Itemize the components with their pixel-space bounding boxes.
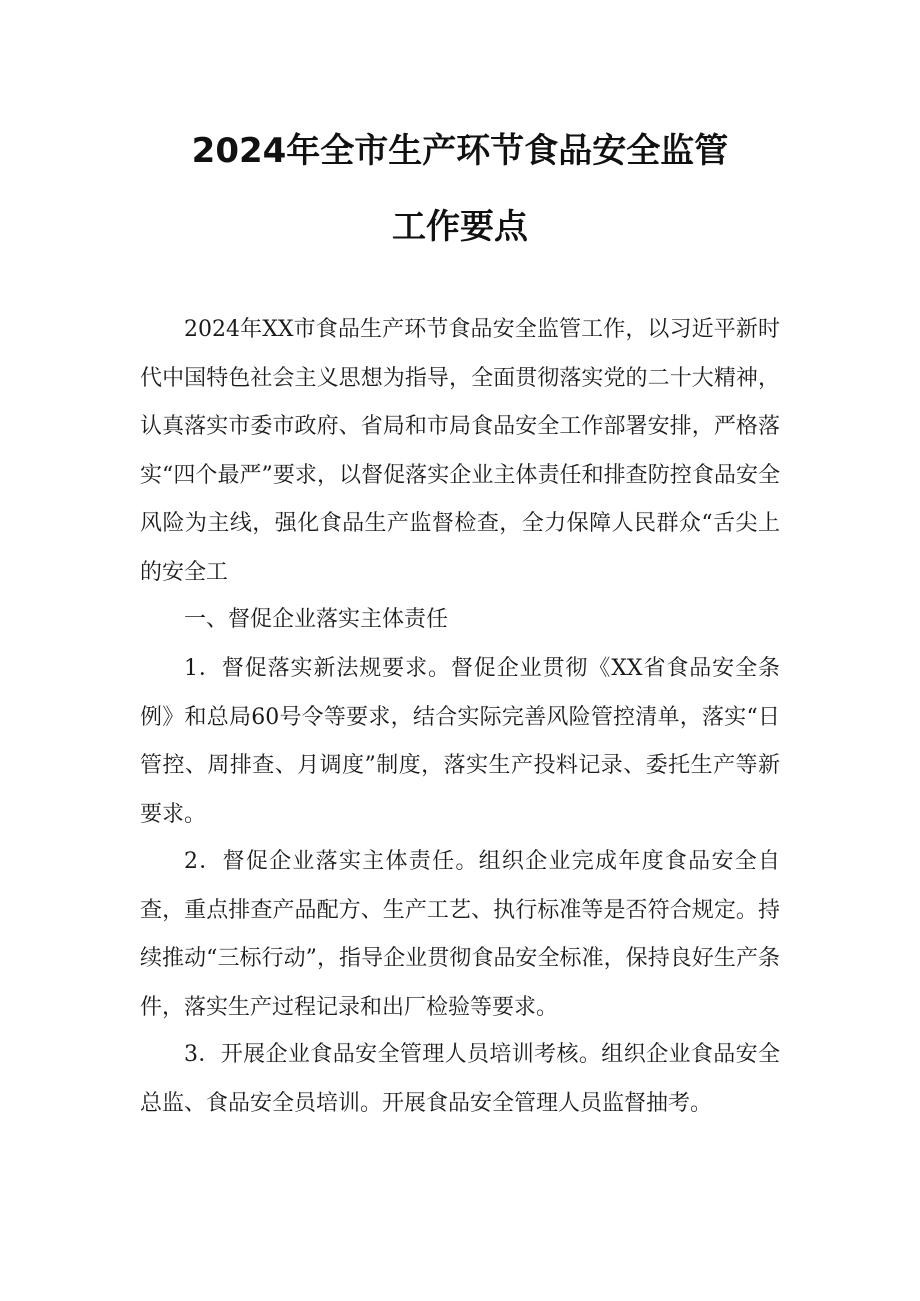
section-heading-1: 一、督促企业落实主体责任 [184, 607, 449, 632]
document-title-line-2: 工作要点 [392, 207, 528, 247]
intro-paragraph: 2024年XX市食品生产环节食品安全监管工作，以习近平新时代中国特色社会主义思想为指导，全面贯彻落实党的二十大精神，认真落实市委市政府、省局和市局食品安全工作部署安排，严格落实“四个最严”要求，以督促落实企业主体责任和排查防控食品安全风险为主线，强化食品生产监督检查，全力保障人民群众“舌尖上的安全工 [140, 317, 780, 585]
list-item-1: 1．督促落实新法规要求。督促企业贯彻《XX省食品安全条例》和总局60号令等要求，结合实际完善风险管控清单，落实“日管控、周排查、月调度”制度，落实生产投料记录、委托生产等新要求。 [140, 656, 780, 827]
list-item-2: 2．督促企业落实主体责任。组织企业完成年度食品安全自查，重点排查产品配方、生产工艺、执行标准等是否符合规定。持续推动“三标行动”，指导企业贯彻食品安全标准，保持良好生产条件，落实生产过程记录和出厂检验等要求。 [140, 849, 780, 1020]
list-item-3: 3．开展企业食品安全管理人员培训考核。组织企业食品安全总监、食品安全员培训。开展食品安全管理人员监督抽考。 [140, 1042, 780, 1116]
document-title-line-1: 2024年全市生产环节食品安全监管 [191, 131, 729, 171]
